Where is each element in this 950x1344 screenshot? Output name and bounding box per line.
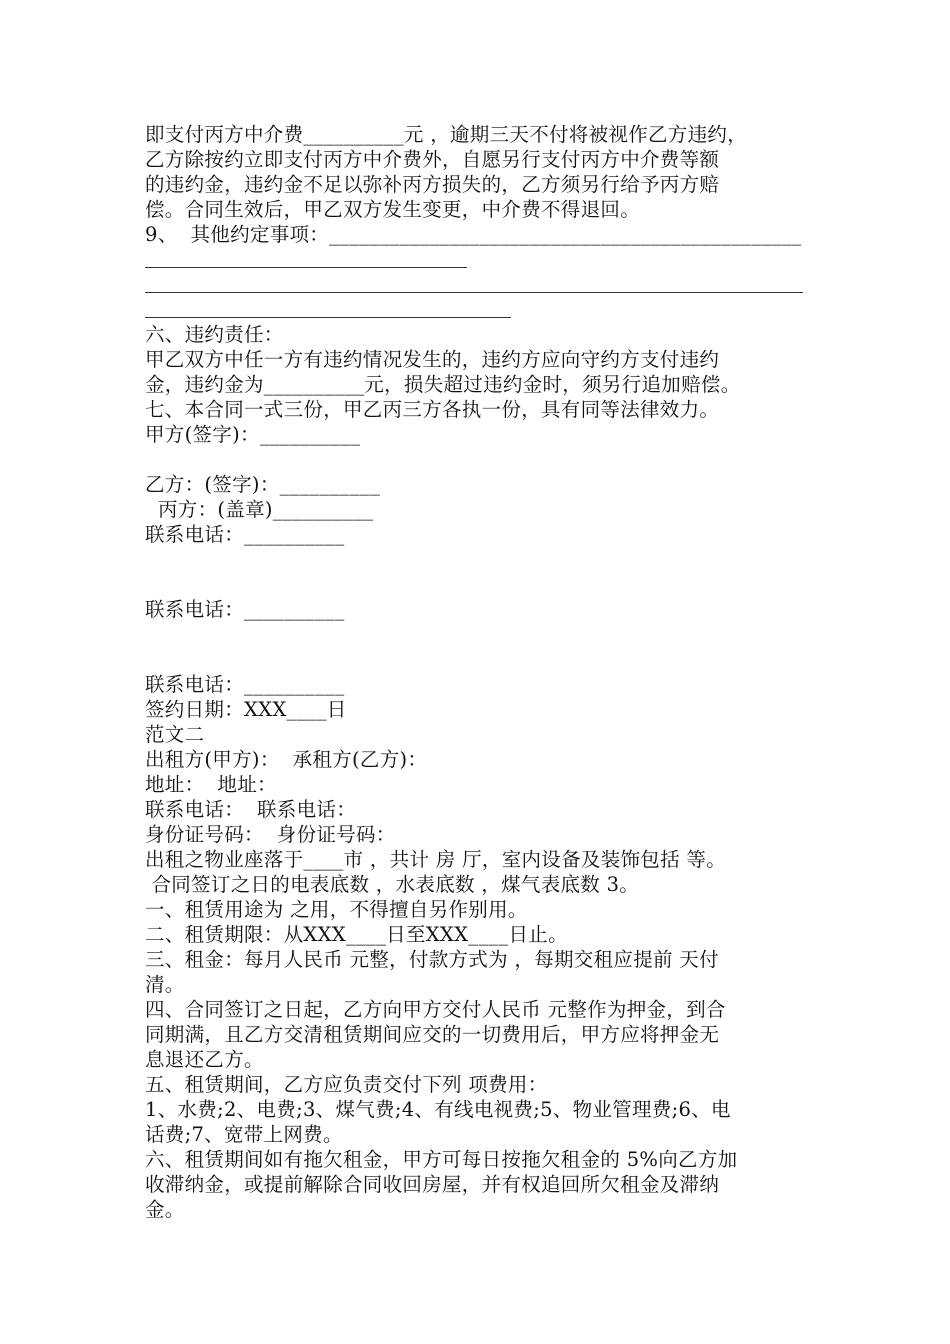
text-line: 二、租赁期限：从XXX____日至XXX____日止。 <box>145 923 568 946</box>
text-line: 三、租金：每月人民币 元整，付款方式为 ，每期交租应提前 天付 <box>145 948 719 971</box>
text-line: 五、租赁期间，乙方应负责交付下列 项费用： <box>145 1073 548 1096</box>
text-line: 即支付丙方中介费__________元 ，逾期三天不付将被视作乙方违约， <box>145 123 747 146</box>
party-a-signature: 甲方(签字)：__________ <box>145 423 361 446</box>
section-heading: 六、违约责任： <box>145 323 284 346</box>
text-line: 合同签订之日的电表底数 ，水表底数 ，煤气表底数 3。 <box>145 873 640 896</box>
text-line: 四、合同签订之日起，乙方向甲方交付人民币 元整作为押金，到合 <box>145 998 726 1021</box>
text-line: 联系电话： 联系电话： <box>145 798 356 821</box>
text-line: 同期满，且乙方交清租赁期间应交的一切费用后，甲方应将押金无 <box>145 1023 720 1046</box>
spacer <box>145 622 815 647</box>
contact-phone: 联系电话：__________ <box>145 598 345 621</box>
text-line: 话费;7、宽带上网费。 <box>145 1123 343 1146</box>
text-line: 六、租赁期间如有拖欠租金，甲方可每日按拖欠租金的 5%向乙方加 <box>145 1148 738 1171</box>
spacer <box>145 572 815 597</box>
other-terms-line: 9、 其他约定事项：_______________________________________________ <box>145 223 802 246</box>
document-page <box>145 122 815 1222</box>
text-line: 地址： 地址： <box>145 773 277 796</box>
blank-fill-line <box>145 297 815 322</box>
blank-fill-line <box>145 247 815 272</box>
text-line: 收滞纳金，或提前解除合同收回房屋，并有权追回所欠租金及滞纳 <box>145 1173 720 1196</box>
text-line: 的违约金，违约金不足以弥补丙方损失的，乙方须另行给予丙方赔 <box>145 173 720 196</box>
text-line: 出租之物业座落于____市 ，共计 房 厅，室内设备及装饰包括 等。 <box>145 848 726 871</box>
text-line: 金。 <box>145 1198 185 1221</box>
party-c-seal: 丙方：(盖章)__________ <box>145 498 374 521</box>
text-line: 金，违约金为__________元，损失超过违约金时，须另行追加赔偿。 <box>145 373 741 396</box>
blank-fill-line <box>145 272 815 297</box>
text-line: 身份证号码： 身份证号码： <box>145 823 396 846</box>
spacer <box>145 447 815 472</box>
text-line: 乙方除按约立即支付丙方中介费外，自愿另行支付丙方中介费等额 <box>145 148 720 171</box>
contact-phone: 联系电话：__________ <box>145 673 345 696</box>
text-line: 1、水费;2、电费;3、煤气费;4、有线电视费;5、物业管理费;6、电 <box>145 1098 731 1121</box>
party-b-signature: 乙方：(签字)：__________ <box>145 473 381 496</box>
text-line: 七、本合同一式三份，甲乙丙三方各执一份，具有同等法律效力。 <box>145 398 720 421</box>
text-line: 甲乙双方中任一方有违约情况发生的，违约方应向守约方支付违约 <box>145 348 720 371</box>
spacer <box>145 647 815 672</box>
contact-phone: 联系电话：__________ <box>145 523 345 546</box>
text-line: 出租方(甲方)： 承租方(乙方)： <box>145 748 428 771</box>
signing-date: 签约日期：XXX____日 <box>145 698 347 721</box>
sample-title: 范文二 <box>145 723 205 746</box>
text-line: 一、租赁用途为 之用，不得擅自另作别用。 <box>145 898 528 921</box>
text-line: 息退还乙方。 <box>145 1048 264 1071</box>
text-line: 偿。合同生效后，甲乙双方发生变更，中介费不得退回。 <box>145 198 641 221</box>
text-line: 清。 <box>145 973 185 996</box>
spacer <box>145 547 815 572</box>
